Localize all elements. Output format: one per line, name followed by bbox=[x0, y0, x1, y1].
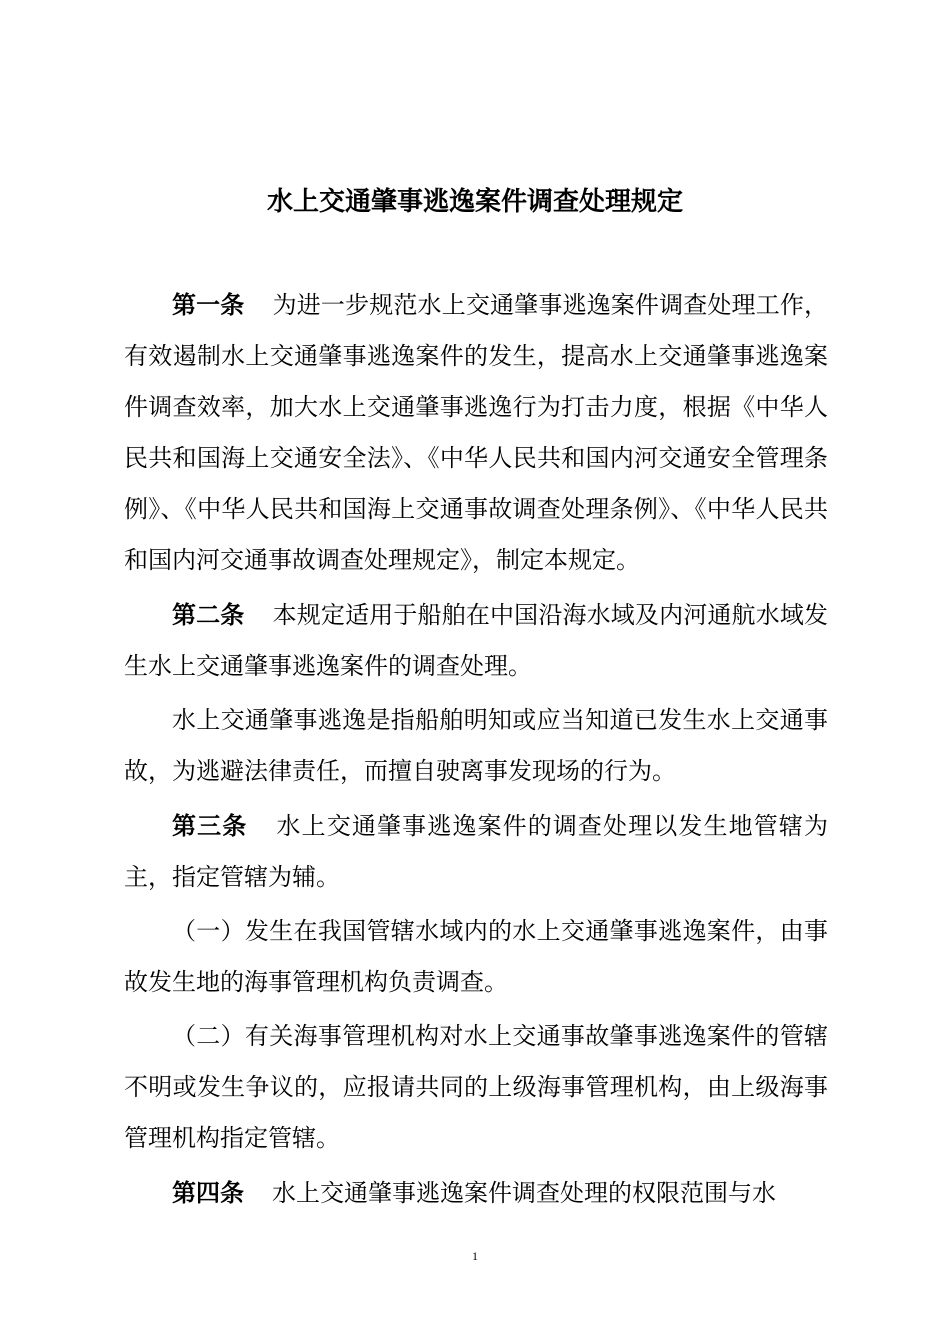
article-2-paragraph bbox=[124, 589, 828, 692]
document-body bbox=[124, 279, 828, 1219]
page-number: 1 bbox=[472, 1249, 478, 1263]
article-2-heading: 第二条 bbox=[172, 600, 245, 629]
article-3-text: 水上交通肇事逃逸案件的调查处理以发生地管辖为主，指定管辖为辅。 bbox=[124, 812, 829, 891]
article-3-heading: 第三条 bbox=[172, 811, 248, 840]
article-3-item-1-paragraph bbox=[124, 906, 828, 1008]
article-4-paragraph bbox=[124, 1167, 828, 1219]
article-2-definition-paragraph bbox=[124, 695, 828, 797]
article-3-paragraph bbox=[124, 800, 828, 903]
article-2-text: 本规定适用于船舶在中国沿海水域及内河通航水域发生水上交通肇事逃逸案件的调查处理。 bbox=[124, 601, 829, 680]
article-3-item-2-text: （二）有关海事管理机构对水上交通事故肇事逃逸案件的管辖不明或发生争议的，应报请共同的上级海事管理机构，由上级海事管理机构指定管辖。 bbox=[124, 1022, 828, 1152]
document-title: 水上交通肇事逃逸案件调查处理规定 bbox=[266, 187, 683, 217]
article-1-heading: 第一条 bbox=[172, 290, 245, 319]
article-1-text: 为进一步规范水上交通肇事逃逸案件调查处理工作，有效遏制水上交通肇事逃逸案件的发生，提高水上交通肇事逃逸案件调查效率，加大水上交通肇事逃逸行为打击力度，根据《中华人民共和国海上交通安全法》、《中华人民共和国内河交通安全管理条例》、《中华人民共和国海上交通事故调查处理条例》、《中华人民共和国内河交通事故调查处理规定》，制定本规定。 bbox=[124, 291, 829, 574]
article-3-item-1-text: （一）发生在我国管辖水域内的水上交通肇事逃逸案件，由事故发生地的海事管理机构负责调查。 bbox=[124, 917, 828, 996]
article-4-heading: 第四条 bbox=[172, 1178, 244, 1207]
article-3-item-2-paragraph bbox=[124, 1011, 828, 1164]
article-1-paragraph bbox=[124, 279, 828, 586]
article-2-definition-text: 水上交通肇事逃逸是指船舶明知或应当知道已发生水上交通事故，为逃避法律责任，而擅自驶离事发现场的行为。 bbox=[124, 706, 828, 785]
article-4-text: 水上交通肇事逃逸案件调查处理的权限范围与水 bbox=[272, 1179, 776, 1207]
